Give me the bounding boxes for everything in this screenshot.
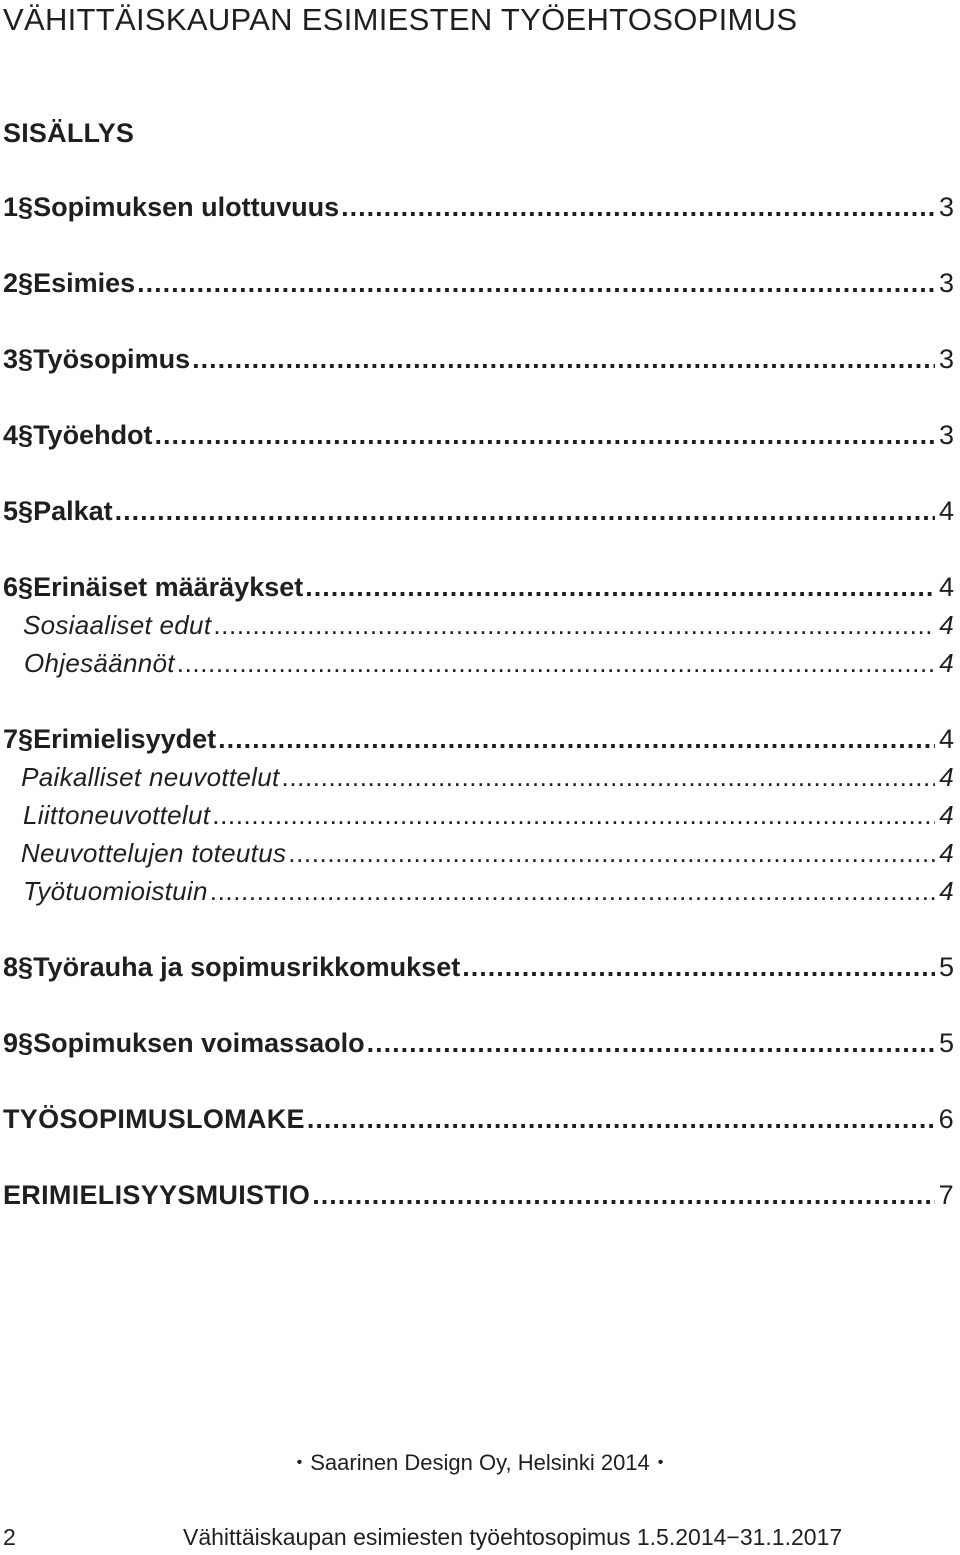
- toc-entry-page: 3: [938, 344, 954, 374]
- toc-subentry-ohjesaannot[interactable]: [3, 648, 954, 679]
- footer-page-number: 2: [3, 1524, 16, 1550]
- footer-running-title: Vähittäiskaupan esimiesten työehtosopimus 1.5.2014−31.1.2017: [183, 1524, 843, 1550]
- toc-entry-label: Erinäiset määräykset: [33, 572, 304, 602]
- imprint-text: Saarinen Design Oy, Helsinki 2014: [310, 1450, 650, 1475]
- bullet-icon: •: [657, 1454, 664, 1471]
- toc-subentry-paikalliset-neuvottelut[interactable]: [3, 762, 954, 793]
- section-number: 6: [3, 572, 19, 602]
- toc-subentry-liittoneuvottelut[interactable]: [3, 800, 954, 831]
- dot-leader: [312, 1180, 934, 1211]
- section-number: 9: [3, 1028, 19, 1058]
- dot-leader: [137, 268, 935, 299]
- toc-entry-page: 7: [938, 1180, 954, 1210]
- toc-entry-page: 3: [938, 192, 954, 222]
- section-symbol: §: [18, 952, 34, 982]
- toc-entry-page: 5: [938, 952, 954, 982]
- toc-entry-3[interactable]: [3, 344, 954, 375]
- toc-subentry-sosiaaliset-edut[interactable]: [3, 610, 954, 641]
- section-symbol: §: [18, 420, 34, 450]
- dot-leader: [213, 610, 935, 641]
- dot-leader: [462, 952, 935, 983]
- section-number: 8: [3, 952, 19, 982]
- dot-leader: [210, 876, 935, 907]
- toc-entry-page: 4: [938, 724, 954, 754]
- toc-entry-page: 4: [939, 876, 954, 906]
- dot-leader: [282, 762, 936, 793]
- dot-leader: [155, 420, 935, 451]
- section-symbol: §: [18, 192, 34, 222]
- imprint: [0, 1450, 960, 1476]
- toc-entry-page: 6: [938, 1104, 954, 1134]
- toc-entry-label: Työrauha ja sopimusrikkomukset: [33, 952, 461, 982]
- dot-leader: [218, 724, 935, 755]
- toc-entry-label: ERIMIELISYYSMUISTIO: [3, 1180, 311, 1210]
- toc-entry-label: Työsopimus: [33, 344, 191, 374]
- toc-entry-label: Työehdot: [33, 420, 153, 450]
- toc-entry-label: Esimies: [33, 268, 136, 298]
- toc-entry-8[interactable]: [3, 952, 954, 983]
- section-number: 3: [3, 344, 19, 374]
- dot-leader: [341, 192, 935, 223]
- toc-entry-tyosopimuslomake[interactable]: [3, 1104, 954, 1135]
- toc-entry-label: TYÖSOPIMUSLOMAKE: [3, 1104, 305, 1134]
- dot-leader: [288, 838, 935, 869]
- section-symbol: §: [18, 496, 34, 526]
- toc-entry-page: 4: [938, 572, 954, 602]
- toc-entry-label: Neuvottelujen toteutus: [20, 838, 287, 868]
- toc-entry-6[interactable]: [3, 572, 954, 603]
- toc-entry-label: Sopimuksen voimassaolo: [33, 1028, 365, 1058]
- toc-entry-page: 4: [939, 762, 954, 792]
- toc-entry-7[interactable]: [3, 724, 954, 755]
- toc-entry-erimielisyysmuistio[interactable]: [3, 1180, 954, 1211]
- section-symbol: §: [18, 344, 34, 374]
- toc-entry-page: 4: [939, 800, 954, 830]
- toc-entry-4[interactable]: [3, 420, 954, 451]
- toc-entry-5[interactable]: [3, 496, 954, 527]
- toc-entry-9[interactable]: [3, 1028, 954, 1059]
- dot-leader: [177, 648, 935, 679]
- dot-leader: [307, 1104, 935, 1135]
- toc-entry-page: 4: [939, 648, 954, 678]
- toc-entry-label: Palkat: [33, 496, 113, 526]
- section-symbol: §: [18, 268, 34, 298]
- toc-entry-label: Sosiaaliset edut: [22, 610, 212, 640]
- toc-entry-2[interactable]: [3, 268, 954, 299]
- section-symbol: §: [18, 572, 34, 602]
- section-number: 1: [3, 192, 19, 222]
- dot-leader: [212, 800, 935, 831]
- section-symbol: §: [18, 724, 34, 754]
- toc-entry-label: Sopimuksen ulottuvuus: [33, 192, 340, 222]
- dot-leader: [115, 496, 935, 527]
- dot-leader: [367, 1028, 935, 1059]
- toc-entry-1[interactable]: [3, 192, 954, 223]
- toc-entry-page: 3: [938, 420, 954, 450]
- section-number: 2: [3, 268, 19, 298]
- toc-entry-label: Paikalliset neuvottelut: [21, 762, 280, 792]
- toc-entry-label: Liittoneuvottelut: [23, 800, 211, 830]
- document-title: VÄHITTÄISKAUPAN ESIMIESTEN TYÖEHTOSOPIMUS: [3, 2, 798, 37]
- toc-subentry-neuvottelujen-toteutus[interactable]: [3, 838, 954, 869]
- section-number: 4: [3, 420, 19, 450]
- toc-heading: SISÄLLYS: [3, 118, 135, 148]
- section-number: 5: [3, 496, 19, 526]
- toc-entry-label: Ohjesäännöt: [24, 648, 175, 678]
- toc-subentry-tyotuomioistuin[interactable]: [3, 876, 954, 907]
- section-number: 7: [3, 724, 19, 754]
- toc-entry-page: 3: [938, 268, 954, 298]
- toc-entry-page: 5: [938, 1028, 954, 1058]
- toc-entry-page: 4: [938, 496, 954, 526]
- toc-entry-label: Erimielisyydet: [33, 724, 217, 754]
- dot-leader: [192, 344, 935, 375]
- section-symbol: §: [18, 1028, 34, 1058]
- toc-entry-page: 4: [939, 838, 954, 868]
- dot-leader: [305, 572, 935, 603]
- toc-entry-page: 4: [939, 610, 954, 640]
- toc-entry-label: Työtuomioistuin: [23, 876, 208, 906]
- bullet-icon: •: [296, 1454, 303, 1471]
